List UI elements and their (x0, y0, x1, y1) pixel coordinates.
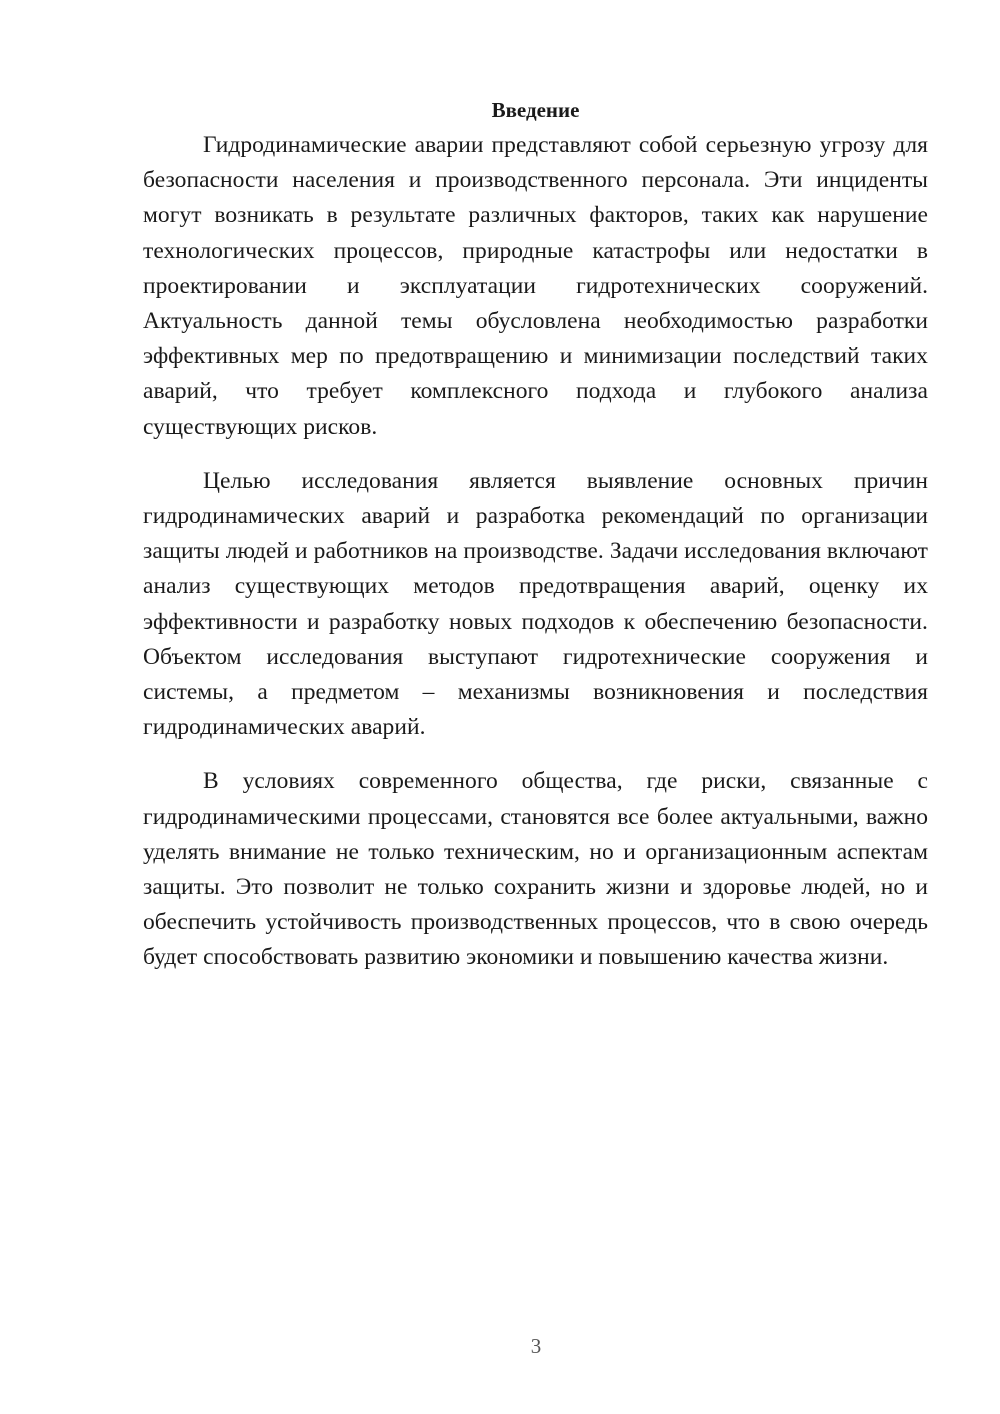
section-heading: Введение (491, 98, 580, 122)
paragraph-context: В условиях современного общества, где риски, связанные с гидродинамическими процессами, становятся все более актуальными, важно уделять внимание не только техническим, но и организационным аспектам защиты. Это позволит не только сохранить жизни и здоровье людей, но и обеспечить устойчивость производственных процессов, что в свою очередь будет способствовать развитию экономики и повышению качества жизни. (143, 768, 928, 971)
page-number: 3 (530, 1334, 542, 1358)
page-content (143, 92, 928, 995)
paragraph-relevance: Гидродинамические аварии представляют собой серьезную угрозу для безопасности населения и производственного персонала. Эти инциденты могут возникать в результате различных факторов, таких как нарушение технологических процессов, природные катастрофы или недостатки в проектировании и эксплуатации гидротехнических сооружений. Актуальность данной темы обусловлена необходимостью разработки эффективных мер по предотвращению и минимизации последствий таких аварий, что требует комплексного подхода и глубокого анализа существующих рисков. (143, 132, 928, 440)
paragraph-goals: Целью исследования является выявление основных причин гидродинамических аварий и разработка рекомендаций по организации защиты людей и работников на производстве. Задачи исследования включают анализ существующих методов предотвращения аварий, оценку их эффективности и разработку новых подходов к обеспечению безопасности. Объектом исследования выступают гидротехнические сооружения и системы, а предметом – механизмы возникновения и последствия гидродинамических аварий. (143, 467, 928, 741)
